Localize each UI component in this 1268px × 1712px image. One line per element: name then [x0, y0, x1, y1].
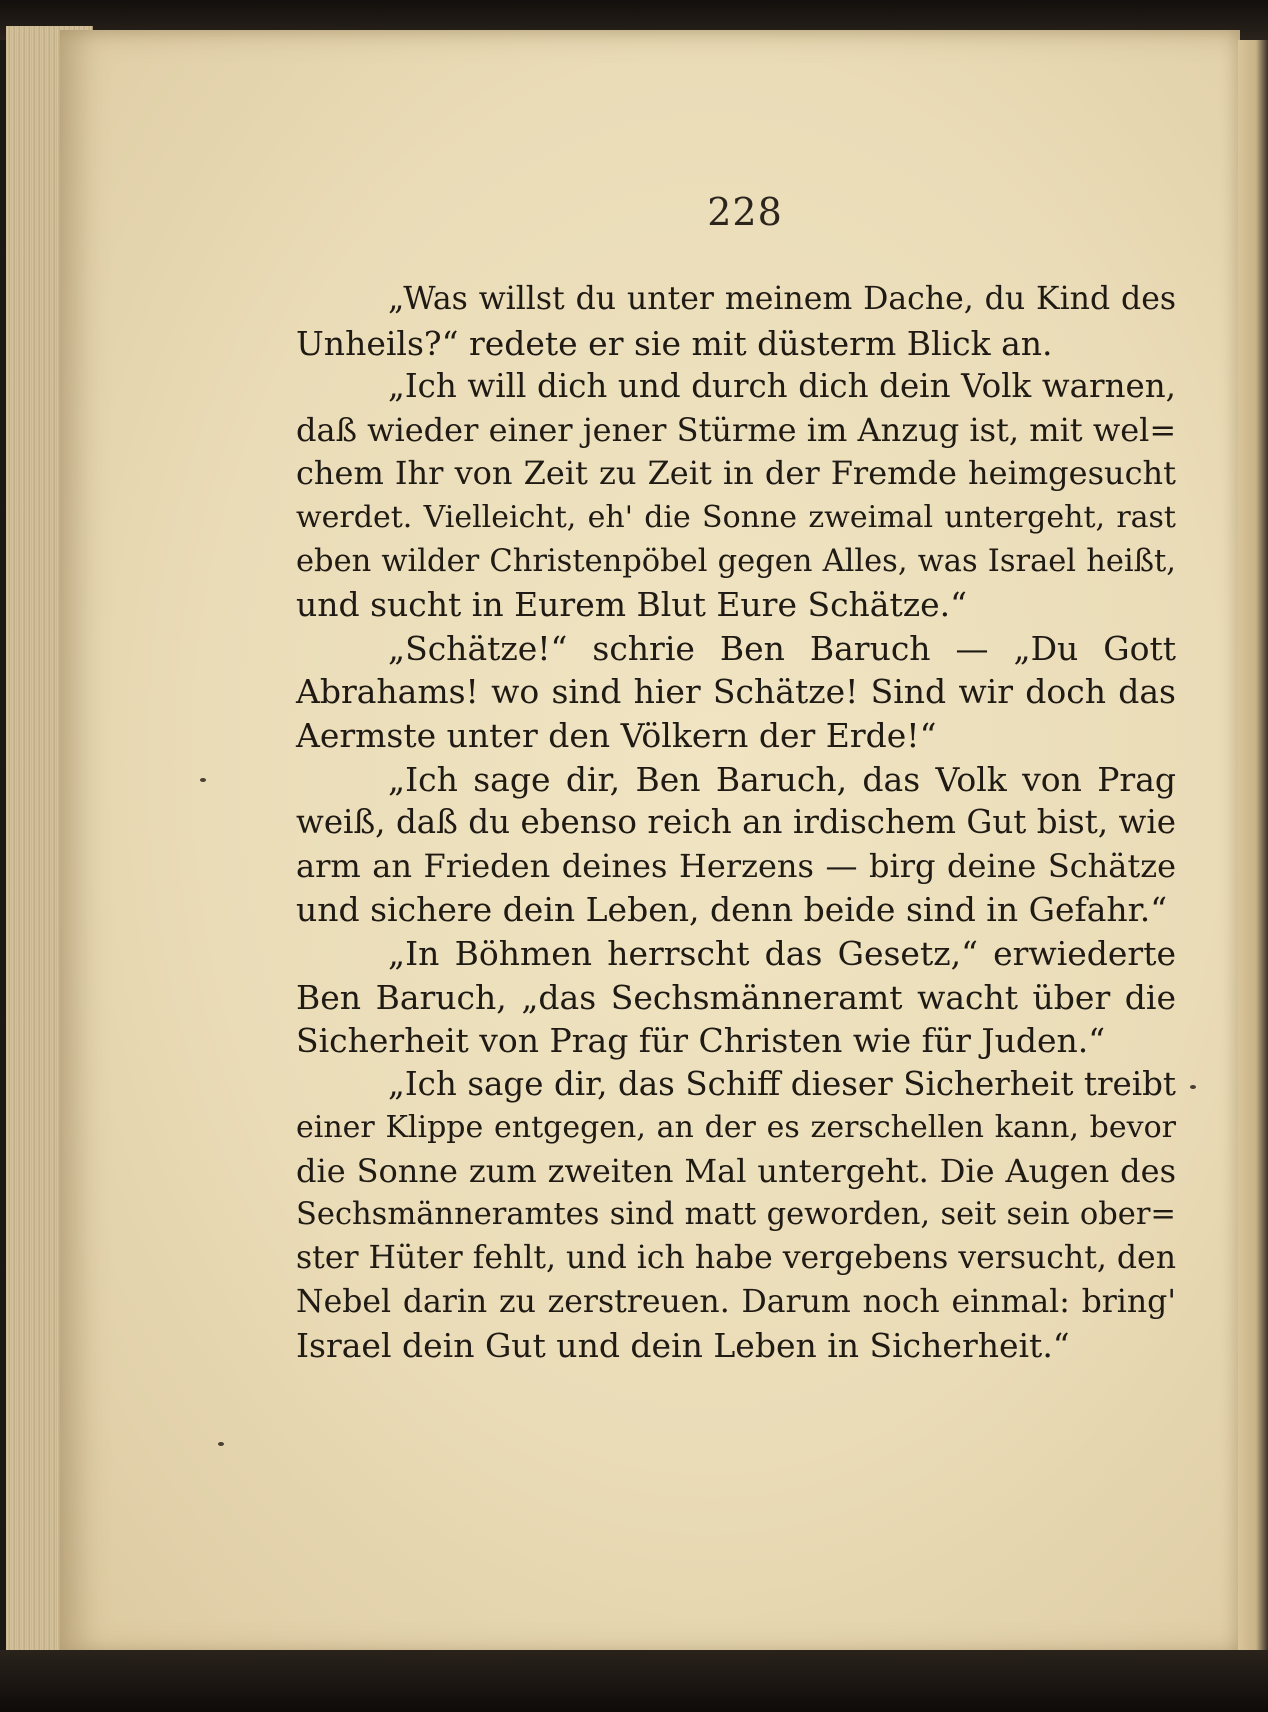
text-line: Unheils?“ redete er sie mit düsterm Blick an. — [296, 323, 1053, 363]
text-line: „Schätze!“ schrie Ben Baruch — „Du Gott — [388, 628, 1176, 668]
page-speck — [1190, 1085, 1196, 1089]
text-line: einer Klippe entgegen, an der es zerschellen kann, bevor — [296, 1110, 1176, 1146]
text-line: Abrahams! wo sind hier Schätze! Sind wir doch das — [296, 672, 1176, 712]
page-speck — [218, 1442, 224, 1446]
body-text — [296, 278, 1176, 1368]
text-line: und sucht in Eurem Blut Eure Schätze.“ — [296, 585, 968, 625]
text-line: daß wieder einer jener Stürme im Anzug ist, mit wel= — [296, 410, 1177, 449]
text-line: ster Hüter fehlt, und ich habe vergebens versucht, den — [296, 1240, 1176, 1277]
text-line: Sechsmänneramtes sind matt geworden, seit sein ober= — [296, 1197, 1176, 1233]
text-line: Israel dein Gut und dein Leben in Sicherheit.“ — [296, 1326, 1070, 1366]
text-line: „Ich sage dir, Ben Baruch, das Volk von Prag — [388, 759, 1176, 799]
text-line: Sicherheit von Prag für Christen wie für Juden.“ — [296, 1021, 1106, 1061]
text-line: die Sonne zum zweiten Mal untergeht. Die Augen des — [296, 1151, 1176, 1190]
text-line: werdet. Vielleicht, eh' die Sonne zweimal untergeht, rast — [296, 499, 1176, 535]
text-line: und sichere dein Leben, denn beide sind in Gefahr.“ — [296, 890, 1168, 930]
text-line: arm an Frieden deines Herzens — birg deine Schätze — [296, 846, 1176, 885]
text-line: eben wilder Christenpöbel gegen Alles, was Israel heißt, — [296, 543, 1176, 579]
book-edge-bottom — [0, 1650, 1268, 1712]
text-line: „Ich will dich und durch dich dein Volk warnen, — [388, 367, 1176, 406]
page-number: 228 — [707, 190, 783, 234]
text-line: weiß, daß du ebenso reich an irdischem Gut bist, wie — [296, 803, 1176, 842]
text-line: „In Böhmen herrscht das Gesetz,“ erwiederte — [388, 933, 1176, 973]
page-speck — [200, 778, 206, 782]
text-line: „Was willst du unter meinem Dache, du Kind des — [388, 281, 1176, 317]
text-line: Aermste unter den Völkern der Erde!“ — [296, 715, 937, 755]
text-line: Nebel darin zu zerstreuen. Darum noch einmal: bring' — [296, 1283, 1176, 1320]
text-line: chem Ihr von Zeit zu Zeit in der Fremde heimgesucht — [296, 454, 1176, 493]
text-line: „Ich sage dir, das Schiff dieser Sicherheit treibt — [388, 1064, 1176, 1103]
page-right-edge — [1238, 40, 1268, 1650]
text-line: Ben Baruch, „das Sechsmänneramt wacht über die — [296, 977, 1176, 1017]
